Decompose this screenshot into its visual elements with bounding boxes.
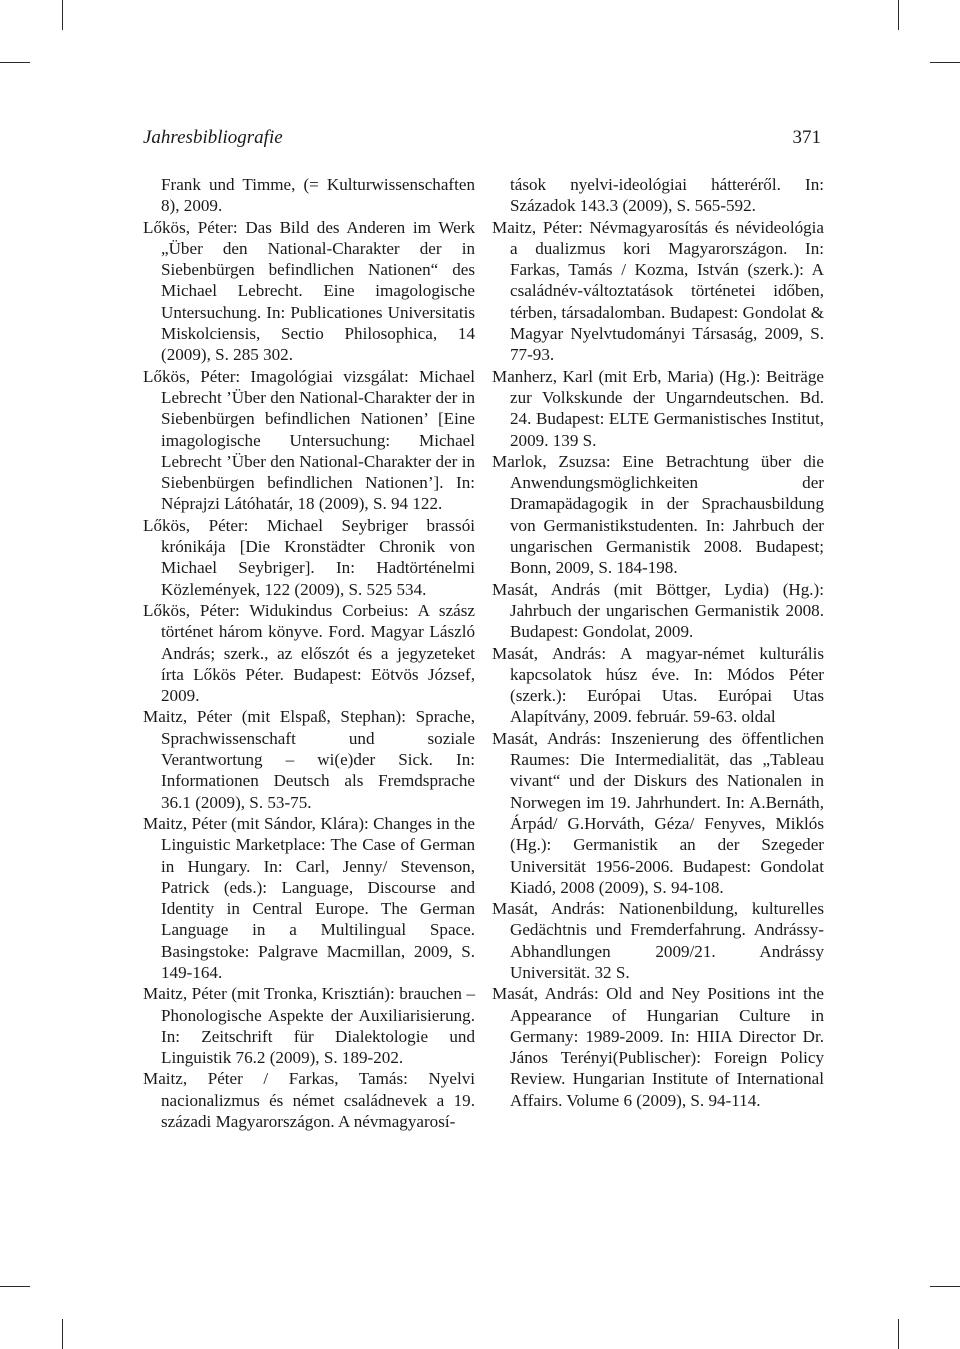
crop-mark-bottom-right-h xyxy=(930,1286,960,1287)
page-header xyxy=(143,122,821,154)
crop-mark-top-right xyxy=(898,0,899,30)
bibliography-entry: Lőkös, Péter: Imagológiai vizsgálat: Michael Lebrecht ’Über den National-Charakter der in Siebenbürgen befindlichen Nationen’ [Eine imagologische Untersuchung: Michael Lebrecht ’Über den National-Charakter der in Siebenbürgen befindlichen Nationen’]. In: Néprajzi Látóhatár, 18 (2009), S. 94 122. xyxy=(143,366,475,514)
crop-mark-top-right-h xyxy=(930,62,960,63)
bibliography-entry: Lőkös, Péter: Michael Seybriger brassói krónikája [Die Kronstädter Chronik von Michael Seybriger]. In: Hadtörténelmi Közlemények, 122 (2009), S. 525 534. xyxy=(143,515,475,599)
bibliography-entry: Lőkös, Péter: Das Bild des Anderen im Werk „Über den National-Charakter der in Siebenbürgen befindlichen Nationen“ des Michael Lebrecht. Eine imagologische Untersuchung. In: Publicationes Universitatis Miskolciensis, Sectio Philosophica, 14 (2009), S. 285 302. xyxy=(143,217,475,365)
bibliography-entry: Maitz, Péter: Névmagyarosítás és névideológia a dualizmus kori Magyarországon. In: Farkas, Tamás / Kozma, István (szerk.): A családnév-változtatások történetei időben, térben, társadalomban. Budapest: Gondolat & Magyar Nyelvtudományi Társaság, 2009, S. 77-93. xyxy=(492,217,824,365)
crop-mark-bottom-left xyxy=(62,1319,63,1349)
right-column xyxy=(492,174,824,1111)
bibliography-entry: Masát, András: Old and Ney Positions int the Appearance of Hungarian Culture in Germany: 1989-2009. In: HIIA Director Dr. János Terényi(Publischer): Foreign Policy Review. Hungarian Institute of International Affairs. Volume 6 (2009), S. 94-114. xyxy=(492,984,824,1110)
bibliography-entry: Masát, András: Inszenierung des öffentlichen Raumes: Die Intermedialität, das „Tableau vivant“ und der Diskurs des Nationalen in Norwegen im 19. Jahrhundert. In: A.Bernáth, Árpád/ G.Horváth, Géza/ Fenyves, Miklós (Hg.): Germanistik an der Szegeder Universität 1956-2006. Budapest: Gondolat Kiadó, 2008 (2009), S. 94-108. xyxy=(492,728,824,897)
bibliography-entry: Maitz, Péter / Farkas, Tamás: Nyelvi nacionalizmus és német családnevek a 19. századi Magyarországon. A névmagyarosí- xyxy=(143,1069,475,1132)
bibliography-entry: Maitz, Péter (mit Tronka, Krisztián): brauchen – Phonologische Aspekte der Auxiliarisierung. In: Zeitschrift für Dialektologie und Linguistik 76.2 (2009), S. 189-202. xyxy=(143,984,475,1068)
bibliography-entry: Frank und Timme, (= Kulturwissenschaften 8), 2009. xyxy=(161,175,475,216)
bibliography-entry: Maitz, Péter (mit Sándor, Klára): Changes in the Linguistic Marketplace: The Case of German in Hungary. In: Carl, Jenny/ Stevenson, Patrick (eds.): Language, Discourse and Identity in Central Europe. The German Language in a Multilingual Space. Basingstoke: Palgrave Macmillan, 2009, S. 149-164. xyxy=(143,813,475,982)
bibliography-entry: tások nyelvi-ideológiai hátteréről. In: Századok 143.3 (2009), S. 565-592. xyxy=(510,175,824,216)
crop-mark-bottom-right xyxy=(898,1319,899,1349)
left-column xyxy=(143,174,475,1132)
crop-mark-bottom-left-h xyxy=(0,1286,30,1287)
bibliography-entry: Masát, András: A magyar-német kulturális kapcsolatok húsz éve. In: Módos Péter (szerk.): Európai Utas. Európai Utas Alapítvány, 2009. február. 59-63. oldal xyxy=(492,643,824,727)
running-title: Jahresbibliografie xyxy=(143,127,283,148)
bibliography-entry: Manherz, Karl (mit Erb, Maria) (Hg.): Beiträge zur Volkskunde der Ungarndeutschen. Bd. 24. Budapest: ELTE Germanistisches Institut, 2009. 139 S. xyxy=(492,366,824,450)
crop-mark-top-left-h xyxy=(0,62,30,63)
bibliography-entry: Masát, András: Nationenbildung, kulturelles Gedächtnis und Fremderfahrung. Andrássy- Abhandlungen 2009/21. Andrássy Universität. 32 S. xyxy=(492,899,824,982)
page-number: 371 xyxy=(792,127,821,148)
bibliography-entry: Maitz, Péter (mit Elspaß, Stephan): Sprache, Sprachwissenschaft und soziale Verantwortung – wi(e)der Sick. In: Informationen Deutsch als Fremdsprache 36.1 (2009), S. 53-75. xyxy=(143,707,475,812)
bibliography-entry: Masát, András (mit Böttger, Lydia) (Hg.): Jahrbuch der ungarischen Germanistik 2008. Budapest: Gondolat, 2009. xyxy=(492,579,824,642)
bibliography-entry: Marlok, Zsuzsa: Eine Betrachtung über die Anwendungsmöglichkeiten der Dramapädagogik in der Sprachausbildung von Germanistikstudenten. In: Jahrbuch der ungarischen Germanistik 2008. Budapest; Bonn, 2009, S. 184-198. xyxy=(492,451,824,578)
crop-mark-top-left xyxy=(62,0,63,30)
bibliography-entry: Lőkös, Péter: Widukindus Corbeius: A szász történet három könyve. Ford. Magyar László András; szerk., az előszót és a jegyzeteket írta Lőkös Péter. Budapest: Eötvös József, 2009. xyxy=(143,600,475,706)
